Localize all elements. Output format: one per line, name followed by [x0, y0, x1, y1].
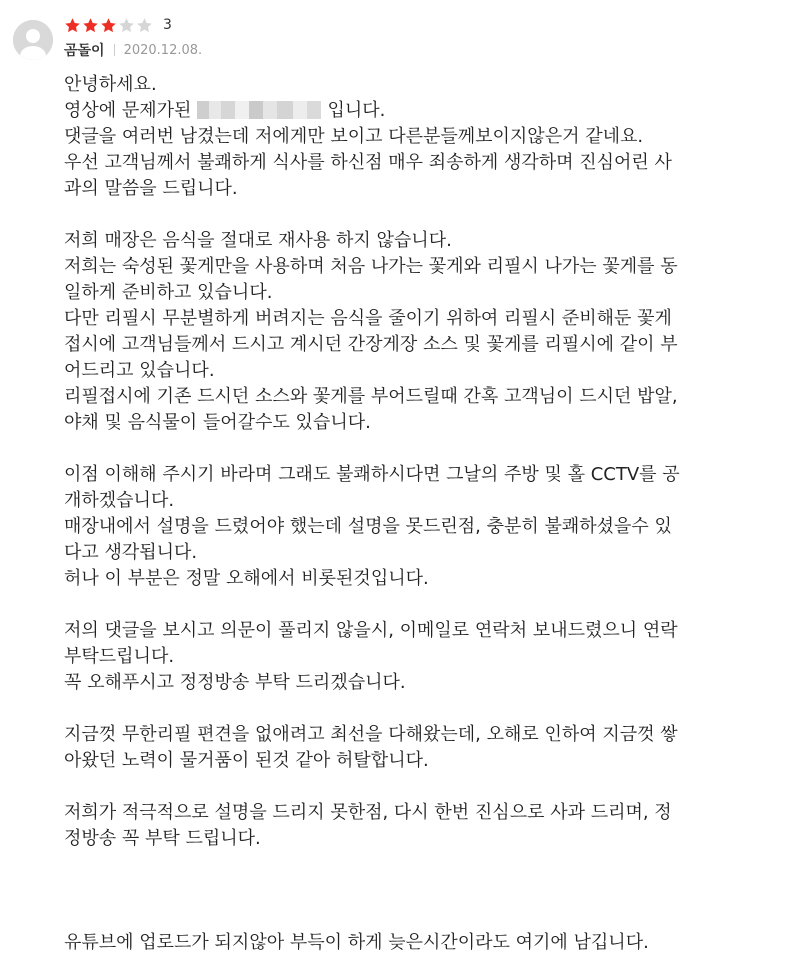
- review-date: 2020.12.08.: [123, 42, 203, 58]
- blank-line: [64, 202, 794, 228]
- review-line: [64, 98, 794, 124]
- review-line: 야채 및 음식물이 들어갈수도 있습니다.: [64, 412, 371, 433]
- review-meta: [64, 40, 202, 60]
- avatar[interactable]: [13, 20, 53, 60]
- blank-line: [64, 436, 794, 462]
- review-line: 이점 이해해 주시기 바라며 그래도 불쾌하시다면 그날의 주방 및 홀 CCTV를 공: [64, 464, 680, 485]
- review-line: 아왔던 노력이 물거품이 된것 같아 허탈합니다.: [64, 750, 429, 771]
- star-filled-icon: [82, 17, 99, 34]
- review-line: 우선 고객님께서 불쾌하게 식사를 하신점 매우 죄송하게 생각하며 진심어린 사: [64, 152, 672, 173]
- blank-line: [64, 852, 794, 878]
- review-line: 어드리고 있습니다.: [64, 360, 215, 381]
- review-line: 과의 말씀을 드립니다.: [64, 178, 238, 199]
- review-line: 허나 이 부분은 정말 오해에서 비롯된것입니다.: [64, 568, 429, 589]
- default-user-icon: [13, 20, 53, 60]
- review-line: 유튜브에 업로드가 되지않아 부득이 하게 늦은시간이라도 여기에 남깁니다.: [64, 932, 649, 953]
- blank-line: [64, 592, 794, 618]
- blank-line: [64, 878, 794, 904]
- meta-divider: [114, 44, 115, 56]
- review-line: 지금껏 무한리필 편견을 없애려고 최선을 다해왔는데, 오해로 인하여 지금껏 쌓: [64, 724, 678, 745]
- blank-line: [64, 696, 794, 722]
- review-body: [64, 72, 794, 956]
- star-filled-icon: [100, 17, 117, 34]
- review-line-part: 입니다.: [327, 100, 386, 121]
- star-empty-icon: [118, 17, 135, 34]
- star-empty-icon: [136, 17, 153, 34]
- author-name[interactable]: 곰돌이: [64, 43, 105, 59]
- blank-line: [64, 904, 794, 930]
- review-line: 저희 매장은 음식을 절대로 재사용 하지 않습니다.: [64, 230, 452, 251]
- review-line: 저희는 숙성된 꽃게만을 사용하며 처음 나가는 꽃게와 리필시 나가는 꽃게를 동: [64, 256, 678, 277]
- star-filled-icon: [64, 17, 81, 34]
- review-line: 접시에 고객님들께서 드시고 계시던 간장게장 소스 및 꽃게를 리필시에 같이 부: [64, 334, 678, 355]
- review-line: 일하게 준비하고 있습니다.: [64, 282, 273, 303]
- rating-row: [64, 14, 172, 36]
- review-line: 꼭 오해푸시고 정정방송 부탁 드리겠습니다.: [64, 672, 406, 693]
- review-line: 저희가 적극적으로 설명을 드리지 못한점, 다시 한번 진심으로 사과 드리며, 정: [64, 802, 672, 823]
- blank-line: [64, 774, 794, 800]
- review-line: 다만 리필시 무분별하게 버려지는 음식을 줄이기 위하여 리필시 준비해둔 꽃게: [64, 308, 672, 329]
- review-line: 리필접시에 기존 드시던 소스와 꽃게를 부어드릴때 간혹 고객님이 드시던 밥알,: [64, 386, 678, 407]
- review-line: 정방송 꼭 부탁 드립니다.: [64, 828, 261, 849]
- review-line-part: 영상에 문제가된: [64, 100, 192, 121]
- review-line: 댓글을 여러번 남겼는데 저에게만 보이고 다른분들께보이지않은거 같네요.: [64, 126, 644, 147]
- review-line: 저의 댓글을 보시고 의문이 풀리지 않을시, 이메일로 연락처 보내드렸으니 연락: [64, 620, 678, 641]
- redacted-name-blur: [197, 101, 321, 119]
- rating-number: 3: [163, 17, 172, 33]
- review-line: 안녕하세요.: [64, 74, 157, 95]
- review-line: 부탁드립니다.: [64, 646, 175, 667]
- review-line: 매장내에서 설명을 드렸어야 했는데 설명을 못드린점, 충분히 불쾌하셨을수 있: [64, 516, 672, 537]
- review-line: 다고 생각됩니다.: [64, 542, 198, 563]
- star-rating: [64, 17, 154, 34]
- review-line: 개하겠습니다.: [64, 490, 175, 511]
